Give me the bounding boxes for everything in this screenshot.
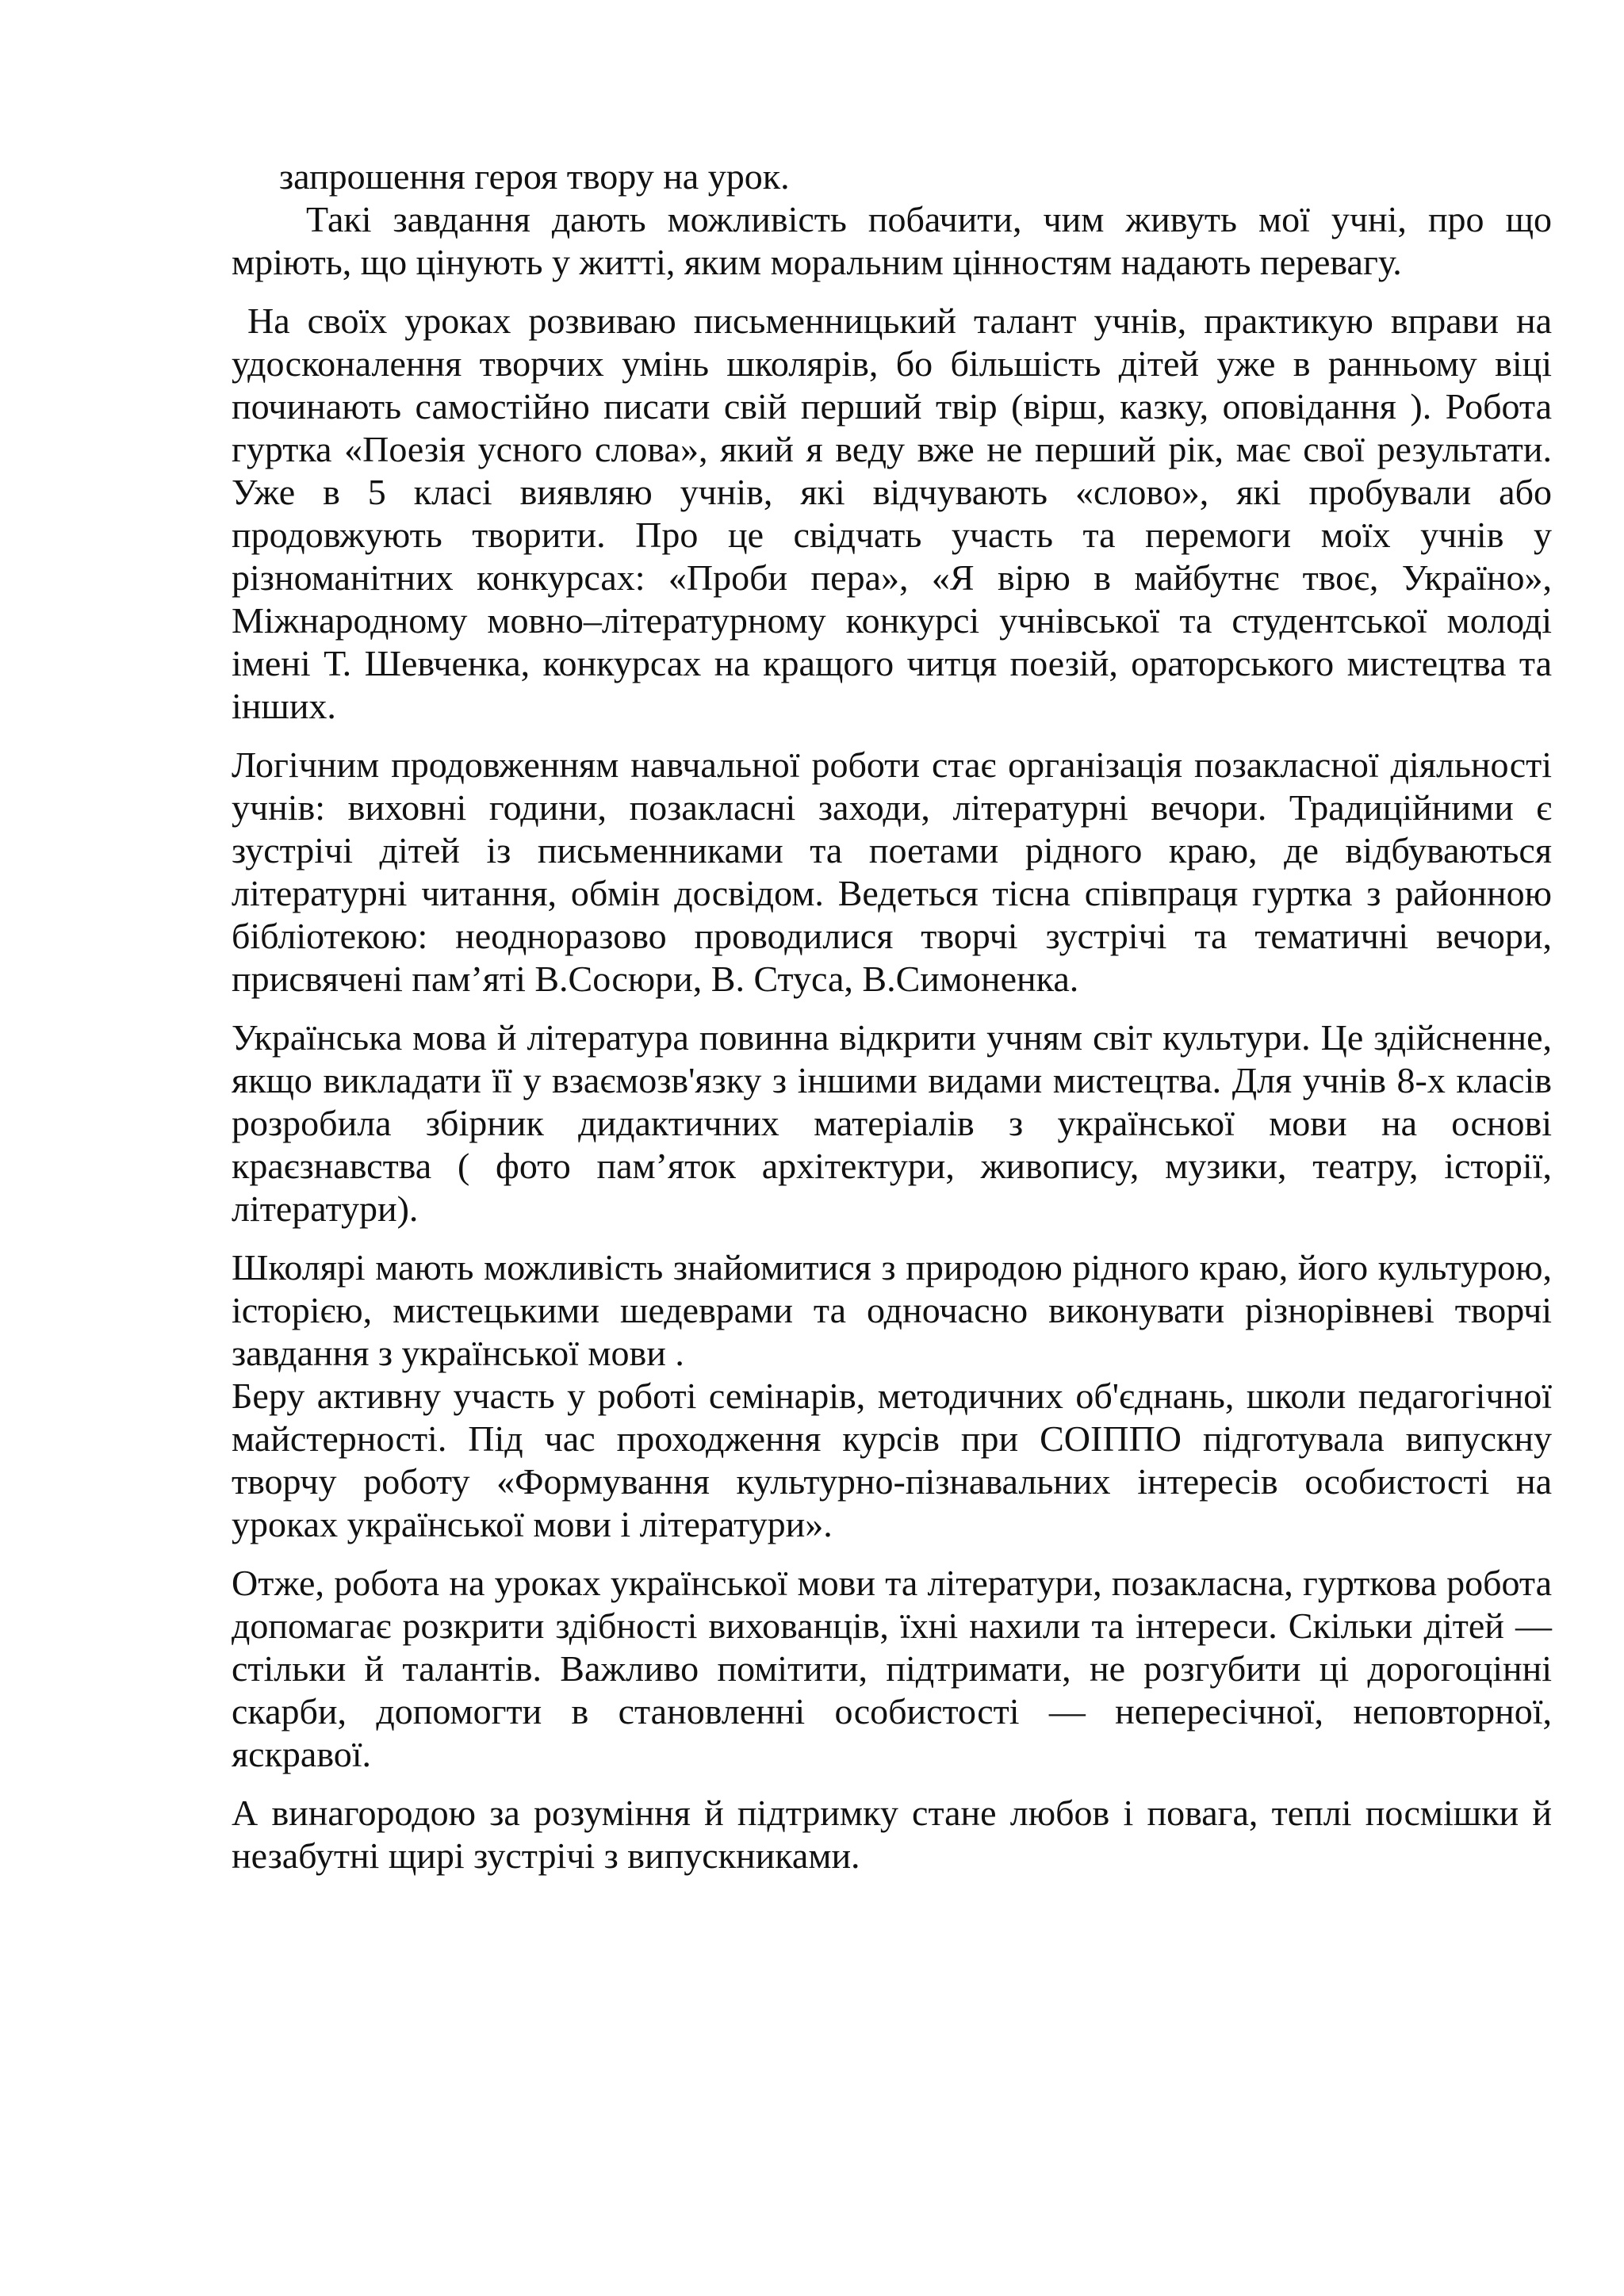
paragraph-9: А винагородою за розуміння й підтримку стане любов і повага, теплі посмішки й незабутні щирі зустрічі з випускниками. — [232, 1793, 1552, 1876]
paragraph-4: Логічним продовженням навчальної роботи стає організація позакласної діяльності учнів: виховні години, позакласні заходи, літературні вечори. Традиційними є зустрічі дітей із письменниками та поетами рідного краю, де відбуваються літературні читання, обмін досвідом. Ведеться тісна співпраця гуртка з районною бібліотекою: неодноразово проводилися творчі зустрічі та тематичні вечори, присвячені пам’яті В.Сосюри, В. Стуса, В.Симоненка. — [232, 744, 1552, 999]
paragraph-1: запрошення героя твору на урок. — [279, 156, 790, 197]
document-page — [232, 155, 1552, 1893]
paragraph-7: Беру активну участь у роботі семінарів, методичних об'єднань, школи педагогічної майстерності. Під час проходження курсів при СОІППО підготувала випускну творчу роботу «Формування культурно-пізнавальних інтересів особистості на уроках української мови і літератури». — [232, 1376, 1552, 1544]
paragraph-8: Отже, робота на уроках української мови та літератури, позакласна, гурткова робота допомагає розкрити здібності вихованців, їхні нахили та інтереси. Скільки дітей — стільки й талантів. Важливо помітити, підтримати, не розгубити ці дорогоцінні скарби, допомогти в становленні особистості — непересічної, неповторної, яскравої. — [232, 1563, 1552, 1774]
paragraph-5: Українська мова й література повинна відкрити учням світ культури. Це здійсненне, якщо викладати її у взаємозв'язку з іншими видами мистецтва. Для учнів 8-х класів розробила збірник дидактичних матеріалів з української мови на основі краєзнавства ( фото пам’яток архітектури, живопису, музики, театру, історії, літератури). — [232, 1017, 1552, 1229]
paragraph-2: Такі завдання дають можливість побачити, чим живуть мої учні, про що мріють, що цінують у житті, яким моральним цінностям надають перевагу. — [232, 199, 1552, 282]
paragraph-3: На своїх уроках розвиваю письменницький талант учнів, практикую вправи на удосконалення творчих умінь школярів, бо більшість дітей уже в ранньому віці починають самостійно писати свій перший твір (вірш, казку, оповідання ). Робота гуртка «Поезія усного слова», який я веду вже не перший рік, має свої результати. Уже в 5 класі виявляю учнів, які відчувають «слово», які пробували або продовжують творити. Про це свідчать участь та перемоги моїх учнів у різноманітних конкурсах: «Проби пера», «Я вірю в майбутнє твоє, Україно», Міжнародному мовно–літературному конкурсі учнівської та студентської молоді імені Т. Шевченка, конкурсах на кращого читця поезій, ораторського мистецтва та інших. — [232, 300, 1552, 726]
paragraph-6: Школярі мають можливість знайомитися з природою рідного краю, його культурою, історією, мистецькими шедеврами та одночасно виконувати різнорівневі творчі завдання з української мови . — [232, 1247, 1552, 1373]
